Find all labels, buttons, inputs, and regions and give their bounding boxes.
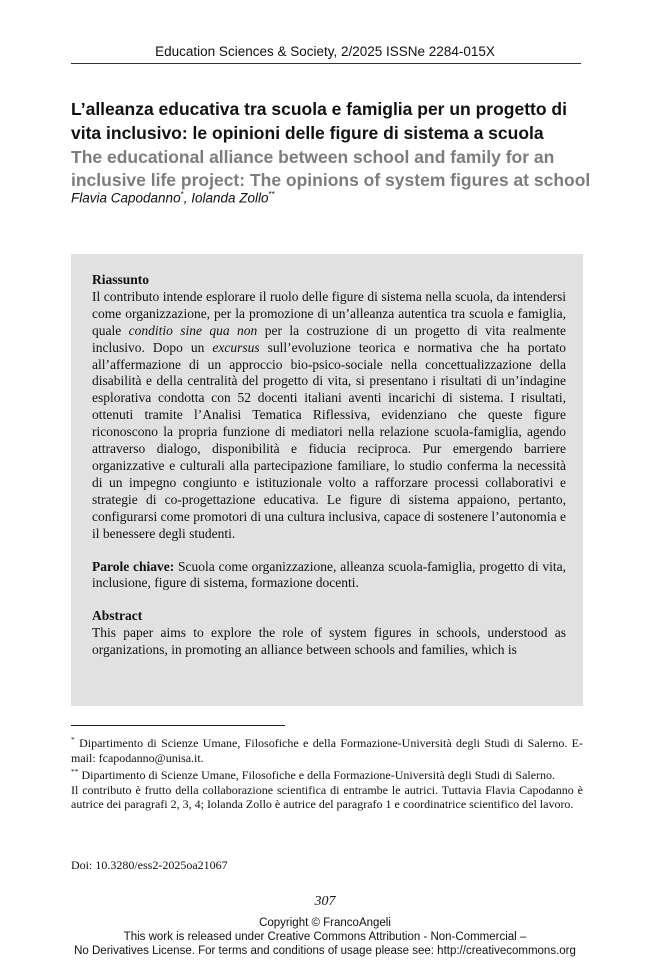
running-head: Education Sciences & Society, 2/2025 ISSNe 2284-015X bbox=[155, 44, 495, 59]
page-number: 307 bbox=[314, 894, 336, 909]
keywords-label: Parole chiave: bbox=[92, 558, 175, 574]
footnote-marker: ** bbox=[71, 767, 79, 777]
license-line: No Derivatives License. For terms and conditions of usage please see: http://creativecommons.org bbox=[74, 945, 576, 957]
riassunto-paragraph bbox=[92, 289, 566, 543]
footnote-divider bbox=[71, 725, 285, 726]
author-line bbox=[71, 190, 591, 206]
riassunto-text: sull’evoluzione teorica e normativa che ha portato all’affermazione di un approccio bio-psico-sociale nella concettualizzazione della disabilità e della centralità del progetto di vita, si presentano i risultati di un’indagine esplorativa condotta con 52 docenti italiani aventi incarichi di sistema. I risultati, ottenuti tramite l’Analisi Tematica Riflessiva, evidenziano che queste figure riconoscono la propria funzione di mediatori nella relazione scuola-famiglia, agendo attraverso dialogo, disponibilità e fiducia reciproca. Pur emergendo barriere organizzative e culturali alla partecipazione familiare, lo studio conferma la necessità di un impegno congiunto e istituzionale volto a rafforzare processi collaborativi e strategie di co-progettazione educativa. Le figure di sistema appaiono, pertanto, configurarsi come promotori di una cultura inclusiva, capace di sostenere l’autonomia e il benessere degli studenti. bbox=[92, 339, 567, 541]
footnote-affiliation-1 bbox=[71, 733, 583, 765]
keywords-text: Scuola come organizzazione, alleanza scuola-famiglia, progetto di vita, inclusione, figure di sistema, formazione docenti. bbox=[92, 558, 566, 591]
footnote-contribution: Il contributo è frutto della collaborazione scientifica di entrambe le autrici. Tuttavia Flavia Capodanno è autrice dei paragrafi 2, 3, 4; Iolanda Zollo è autrice del paragrafo 1 e coordinatrice scientifico del lavoro. bbox=[71, 782, 583, 812]
riassunto-text: per la costruzione di un progetto di vita realmente inclusivo. Dopo un bbox=[92, 322, 566, 355]
footnotes bbox=[71, 733, 583, 812]
abstract-heading: Abstract bbox=[92, 608, 143, 624]
author-name: Iolanda Zollo bbox=[191, 190, 269, 206]
abstract-box-content bbox=[92, 272, 566, 659]
title-english: The educational alliance between school and family for an inclusive life project: The opinions of system figures at school bbox=[71, 147, 591, 190]
doi: Doi: 10.3280/ess2-2025oa21067 bbox=[71, 858, 228, 872]
copyright-notice bbox=[0, 916, 650, 958]
footnote-marker: ** bbox=[268, 190, 275, 199]
author-name: Flavia Capodanno bbox=[71, 190, 181, 206]
riassunto-text: Il contributo intende esplorare il ruolo delle figure di sistema nella scuola, da intendersi come organizzazione, per la promozione di un’alleanza autentica tra scuola e famiglia, quale bbox=[92, 288, 566, 338]
footnote-text: Dipartimento di Scienze Umane, Filosofiche e della Formazione-Università degli Studi di Salerno. E-mail: fcapodanno@unisa.it. bbox=[71, 736, 583, 765]
author-separator: , bbox=[183, 190, 192, 206]
header-divider bbox=[71, 63, 581, 64]
riassunto-italic-phrase: conditio sine qua non bbox=[128, 322, 258, 338]
riassunto-italic-phrase: excursus bbox=[212, 339, 260, 355]
title-italian: L’alleanza educativa tra scuola e famiglia per un progetto di vita inclusivo: le opinioni delle figure di sistema a scuola bbox=[71, 99, 567, 143]
keywords-paragraph bbox=[92, 559, 566, 593]
riassunto-heading: Riassunto bbox=[92, 272, 150, 287]
footnote-affiliation-2 bbox=[71, 765, 583, 783]
copyright-line: Copyright © FrancoAngeli bbox=[259, 917, 391, 929]
footnote-marker: * bbox=[180, 190, 184, 199]
abstract-text: This paper aims to explore the role of system figures in schools, understood as organizations, in promoting an alliance between schools and families, which is bbox=[92, 625, 566, 658]
footnote-text: Dipartimento di Scienze Umane, Filosofiche e della Formazione-Università degli Studi di Salerno. bbox=[78, 768, 556, 783]
license-line: This work is released under Creative Commons Attribution - Non-Commercial – bbox=[123, 931, 527, 943]
abstract-box bbox=[71, 254, 583, 706]
footnote-marker: * bbox=[71, 735, 75, 744]
